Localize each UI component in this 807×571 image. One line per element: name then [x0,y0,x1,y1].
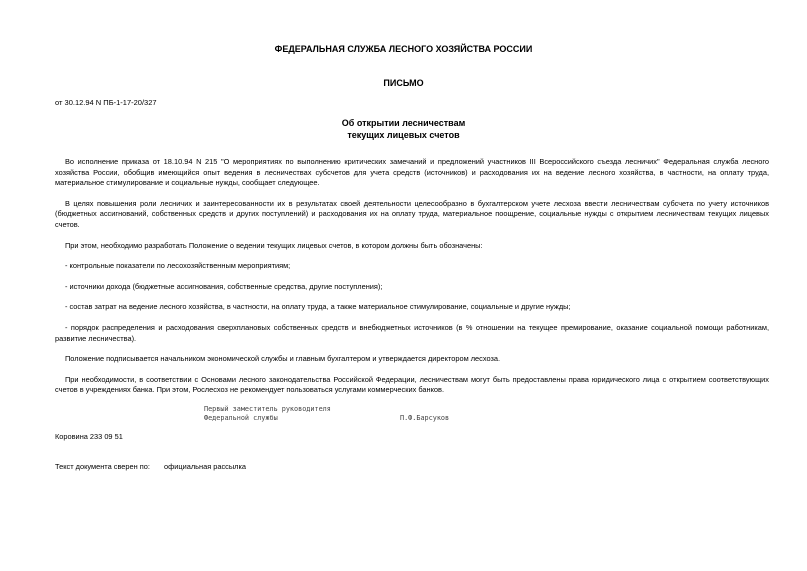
body-paragraph: При необходимости, в соответствии с Основами лесного законодательства Российской Федерации, лесничествам могут быть предоставлены права юридического лица с открытием соответствующих счетов в учреждениях банка. При этом, Рослесхоз не рекомендует пользоваться услугами коммерческих банков. [55,374,769,395]
body-paragraph: При этом, необходимо разработать Положение о ведении текущих лицевых счетов, в котором должны быть обозначены: [65,240,483,250]
signature-title [204,405,331,423]
body-paragraph: В целях повышения роли лесничих и заинтересованности их в результатах своей деятельности целесообразно в бухгалтерском учете лесхоза ввести лесничествам субсчета по учету источников (бюджетных ассигнований, собственных средств и других поступлений) и расходования их на оплату труда, материальное поощрение, социальные нужды с открытием лесничествам текущих лицевых счетов. [55,198,769,229]
verification-line [55,462,246,471]
list-item: - источники дохода (бюджетные ассигнования, собственные средства, другие поступления); [65,281,383,291]
document-body [55,157,769,406]
signature-title-line-2: Федеральной службы [204,414,278,422]
subject-line-1: Об открытии лесничествам [341,118,466,128]
organization-heading: ФЕДЕРАЛЬНАЯ СЛУЖБА ЛЕСНОГО ХОЗЯЙСТВА РОССИИ [274,44,533,54]
verified-label: Текст документа сверен по: [55,462,150,471]
subject-line-2: текущих лицевых счетов [347,130,460,140]
signature-title-line-1: Первый заместитель руководителя [204,405,331,413]
body-paragraph: Во исполнение приказа от 18.10.94 N 215 "О мероприятиях по выполнению критических замечаний и предложений участников III Всероссийского съезда лесничих" Федеральная служба лесного хозяйства России, обобщив имеющийся опыт ведения в лесничествах субсчетов для учета средств (источников) и расходования их на ведение лесного хозяйства, в частности, на оплату труда, материальное стимулирование и социальные нужды, сообщает следующее. [55,157,769,188]
list-item: - порядок распределения и расходования сверхплановых собственных средств и внебюджетных источников (в % отношении на текущее премирование, оказание социальной помощи работникам, развитие лесничества). [55,322,769,343]
list-item: - состав затрат на ведение лесного хозяйства, в частности, на оплату труда, а также материальное стимулирование, социальные и другие нужды; [65,302,571,312]
document-kind-heading: ПИСЬМО [383,78,424,88]
signature-name: П.Ф.Барсуков [400,414,450,422]
contact-line: Коровина 233 09 51 [55,432,123,441]
document-subject [0,117,807,141]
body-paragraph: Положение подписывается начальником экономической службы и главным бухгалтером и утверждается директором лесхоза. [65,354,501,364]
verified-source: официальная рассылка [164,462,246,471]
list-item: - контрольные показатели по лесохозяйственным мероприятиям; [65,261,291,271]
document-reference: от 30.12.94 N ПБ-1-17-20/327 [55,98,157,107]
